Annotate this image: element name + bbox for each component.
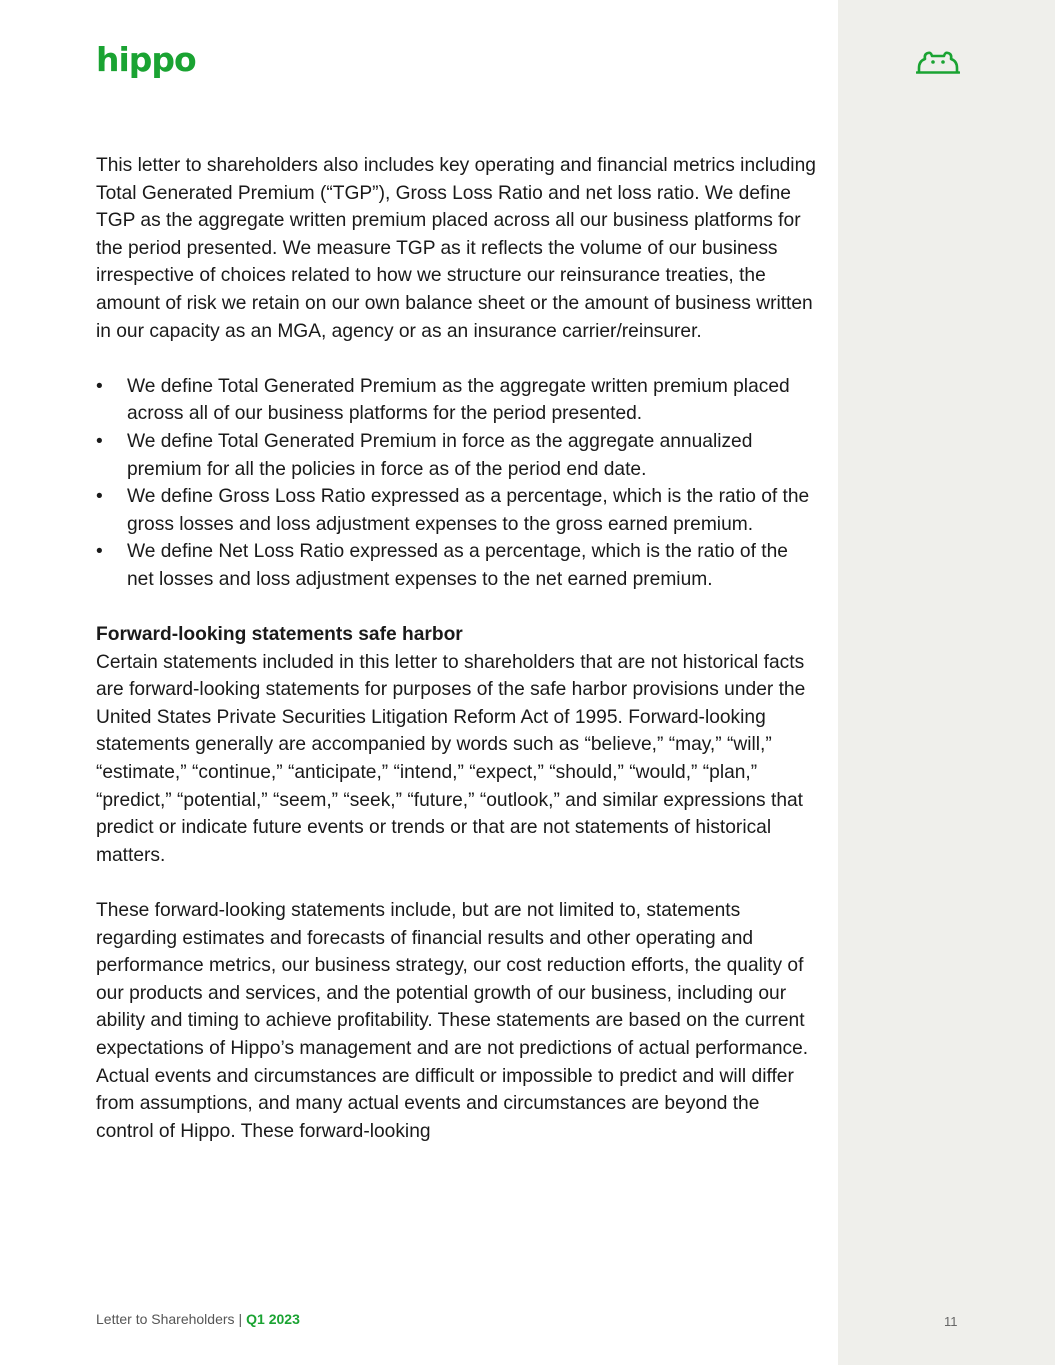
footer-separator: | bbox=[238, 1311, 243, 1327]
intro-paragraph: This letter to shareholders also includes key operating and financial metrics including Total Generated Premium (“TGP”), Gross Loss Ratio and net loss ratio. We define TGP as the aggregate written premium placed across all our business platforms for the period presented. We measure TGP as it reflects the volume of our business irrespective of choices related to how we structure our reinsurance treaties, the amount of risk we retain on our own balance sheet or the amount of business written in our capacity as an MGA, agency or as an insurance carrier/reinsurer. bbox=[96, 155, 816, 342]
section-heading: Forward-looking statements safe harbor bbox=[96, 624, 463, 646]
list-item bbox=[96, 538, 816, 593]
list-item-text: We define Total Generated Premium as the aggregate written premium placed across all of our business platforms for the period presented. bbox=[127, 375, 790, 425]
main-content bbox=[96, 152, 816, 1145]
side-panel bbox=[838, 0, 1055, 1365]
hippo-logo: hippo bbox=[96, 40, 196, 79]
footer-label: Letter to Shareholders bbox=[96, 1311, 235, 1327]
spacer bbox=[96, 869, 816, 897]
bullet-icon: • bbox=[96, 430, 103, 452]
footer bbox=[96, 1310, 300, 1328]
bullet-icon: • bbox=[96, 486, 103, 508]
list-item bbox=[96, 428, 816, 483]
list-item-text: We define Total Generated Premium in force as the aggregate annualized premium for all the policies in force as of the period end date. bbox=[127, 430, 753, 480]
spacer bbox=[96, 345, 816, 373]
metrics-definitions-list bbox=[96, 373, 816, 594]
bullet-icon: • bbox=[96, 375, 103, 397]
page-number: 11 bbox=[944, 1314, 958, 1329]
list-item bbox=[96, 373, 816, 428]
list-item-text: We define Gross Loss Ratio expressed as a percentage, which is the ratio of the gross losses and loss adjustment expenses to the gross earned premium. bbox=[127, 486, 810, 535]
forward-looking-paragraph: These forward-looking statements include, but are not limited to, statements regarding estimates and forecasts of financial results and other operating and performance metrics, our business strategy, our cost reduction efforts, the quality of our products and services, and the potential growth of our business, including our ability and timing to achieve profitability. These statements are based on the current expectations of Hippo’s management and are not predictions of actual performance. Actual events and circumstances are difficult or impossible to predict and will differ from assumptions, and many actual events and circumstances are beyond the control of Hippo. These forward-looking bbox=[96, 900, 809, 1142]
spacer bbox=[96, 594, 816, 622]
list-item-text: We define Net Loss Ratio expressed as a percentage, which is the ratio of the net losses and loss adjustment expenses to the net earned premium. bbox=[127, 541, 788, 590]
bullet-icon: • bbox=[96, 541, 103, 563]
hippo-mascot-icon bbox=[916, 48, 960, 76]
safe-harbor-paragraph: Certain statements included in this letter to shareholders that are not historical facts are forward-looking statements for purposes of the safe harbor provisions under the United States Private Securities Litigation Reform Act of 1995. Forward-looking statements generally are accompanied by words such as “believe,” “may,” “will,” “estimate,” “continue,” “anticipate,” “intend,” “expect,” “should,” “would,” “plan,” “predict,” “potential,” “seem,” “seek,” “future,” “outlook,” and similar expressions that predict or indicate future events or trends or that are not statements of historical matters. bbox=[96, 651, 806, 866]
list-item bbox=[96, 483, 816, 538]
footer-period: Q1 2023 bbox=[246, 1311, 300, 1327]
